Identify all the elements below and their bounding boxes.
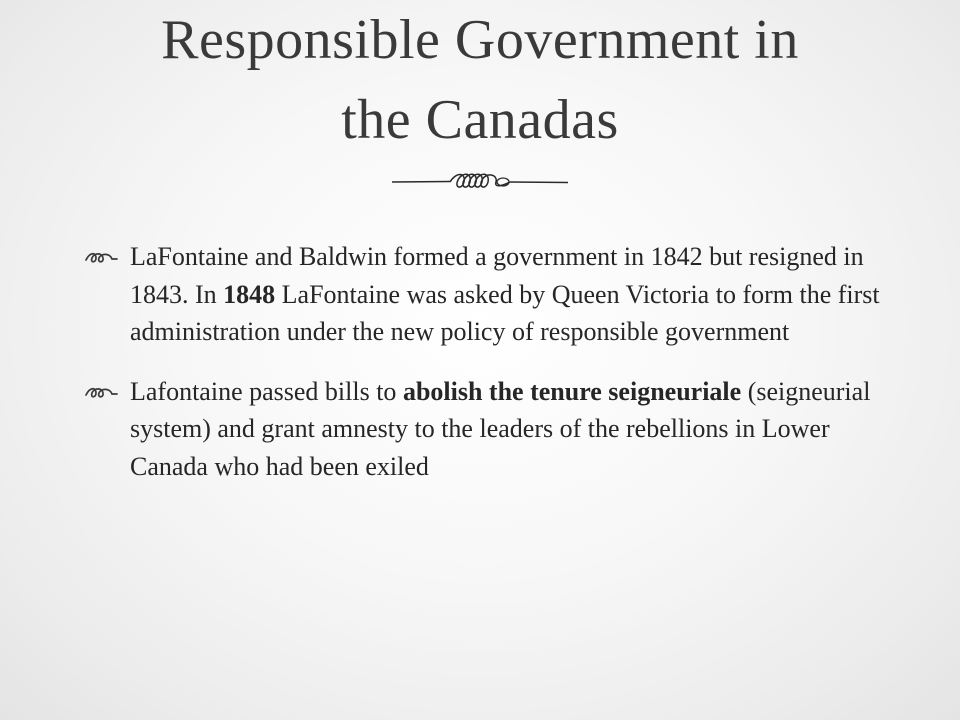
slide-title [60, 0, 900, 160]
bullet-1-part-2-bold: 1848 [223, 279, 276, 309]
bullet-list [84, 238, 884, 507]
bullet-text-2 [130, 377, 870, 481]
bullet-text-1 [130, 242, 880, 346]
bullet-item [84, 373, 884, 486]
bullet-2-part-3: (seigneurial system) and grant amnesty to the leaders of the rebellions in Lower Canada who had been exiled [130, 376, 871, 481]
flourish-divider-icon [390, 166, 570, 198]
title-line-1: Responsible Government in [161, 9, 799, 71]
bullet-2-part-1: Lafontaine passed bills to [130, 376, 403, 406]
curly-bullet-icon [84, 382, 118, 404]
curly-bullet-icon [84, 247, 118, 269]
bullet-1-part-1: LaFontaine and Baldwin formed a government in 1842 but resigned in 1843. In [130, 242, 864, 309]
title-line-2: the Canadas [341, 89, 619, 151]
bullet-2-part-2-bold: abolish the tenure seigneuriale [402, 376, 742, 406]
bullet-item [84, 238, 884, 351]
bullet-1-part-3: LaFontaine was asked by Queen Victoria to form the first administration under the new policy of responsible government [130, 279, 880, 346]
